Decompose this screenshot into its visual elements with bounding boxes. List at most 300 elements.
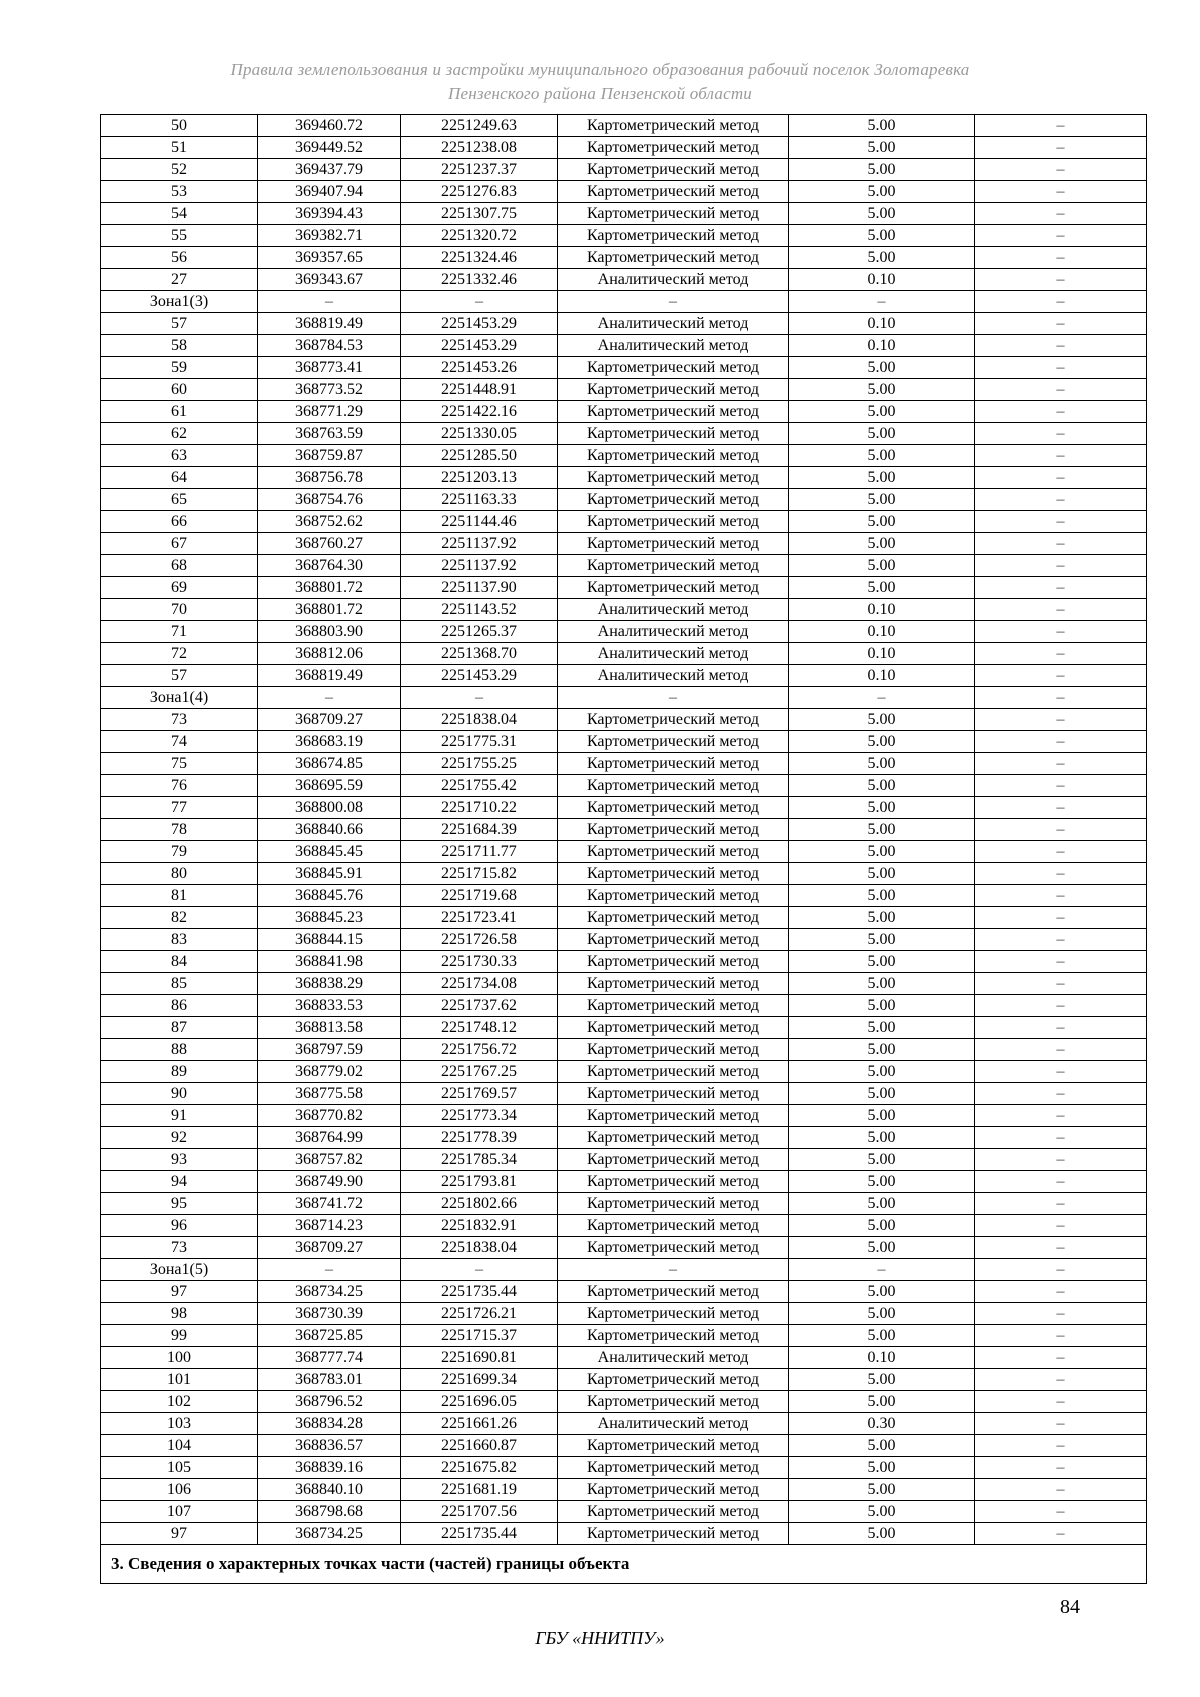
method-cell: Картометрический метод: [558, 1171, 789, 1193]
table-row: [101, 555, 1147, 577]
method-cell: –: [558, 291, 789, 313]
description-cell: –: [975, 1435, 1147, 1457]
method-cell: –: [558, 1259, 789, 1281]
method-cell: Картометрический метод: [558, 753, 789, 775]
point-number-cell: 93: [101, 1149, 258, 1171]
description-cell: –: [975, 863, 1147, 885]
y-coordinate-cell: 2251684.39: [401, 819, 558, 841]
description-cell: –: [975, 291, 1147, 313]
y-coordinate-cell: 2251453.29: [401, 335, 558, 357]
accuracy-cell: 0.30: [789, 1413, 975, 1435]
accuracy-cell: –: [789, 291, 975, 313]
method-cell: Картометрический метод: [558, 1237, 789, 1259]
x-coordinate-cell: 368773.41: [258, 357, 401, 379]
method-cell: Картометрический метод: [558, 445, 789, 467]
method-cell: Картометрический метод: [558, 401, 789, 423]
y-coordinate-cell: 2251793.81: [401, 1171, 558, 1193]
x-coordinate-cell: 368845.76: [258, 885, 401, 907]
table-row: [101, 1325, 1147, 1347]
accuracy-cell: 5.00: [789, 137, 975, 159]
zone-row: [101, 291, 1147, 313]
y-coordinate-cell: 2251711.77: [401, 841, 558, 863]
point-number-cell: 107: [101, 1501, 258, 1523]
point-number-cell: 67: [101, 533, 258, 555]
table-row: [101, 599, 1147, 621]
point-number-cell: 71: [101, 621, 258, 643]
accuracy-cell: 5.00: [789, 1281, 975, 1303]
accuracy-cell: 5.00: [789, 1083, 975, 1105]
y-coordinate-cell: 2251448.91: [401, 379, 558, 401]
x-coordinate-cell: 368845.45: [258, 841, 401, 863]
x-coordinate-cell: 369460.72: [258, 115, 401, 137]
x-coordinate-cell: 368764.99: [258, 1127, 401, 1149]
table-row: [101, 1369, 1147, 1391]
method-cell: Картометрический метод: [558, 115, 789, 137]
description-cell: –: [975, 379, 1147, 401]
description-cell: –: [975, 137, 1147, 159]
description-cell: –: [975, 1171, 1147, 1193]
description-cell: –: [975, 665, 1147, 687]
x-coordinate-cell: 368801.72: [258, 577, 401, 599]
description-cell: –: [975, 753, 1147, 775]
method-cell: Картометрический метод: [558, 225, 789, 247]
x-coordinate-cell: 368840.10: [258, 1479, 401, 1501]
point-number-cell: 27: [101, 269, 258, 291]
table-row: [101, 1215, 1147, 1237]
point-number-cell: 78: [101, 819, 258, 841]
point-number-cell: 74: [101, 731, 258, 753]
method-cell: Картометрический метод: [558, 203, 789, 225]
accuracy-cell: 5.00: [789, 907, 975, 929]
accuracy-cell: 5.00: [789, 445, 975, 467]
description-cell: –: [975, 313, 1147, 335]
table-row: [101, 1457, 1147, 1479]
y-coordinate-cell: 2251661.26: [401, 1413, 558, 1435]
x-coordinate-cell: 368797.59: [258, 1039, 401, 1061]
table-row: [101, 379, 1147, 401]
point-number-cell: 85: [101, 973, 258, 995]
accuracy-cell: 5.00: [789, 929, 975, 951]
method-cell: Картометрический метод: [558, 1039, 789, 1061]
table-row: [101, 335, 1147, 357]
x-coordinate-cell: 368841.98: [258, 951, 401, 973]
y-coordinate-cell: 2251163.33: [401, 489, 558, 511]
x-coordinate-cell: 368759.87: [258, 445, 401, 467]
accuracy-cell: 5.00: [789, 1061, 975, 1083]
description-cell: –: [975, 775, 1147, 797]
y-coordinate-cell: 2251453.29: [401, 665, 558, 687]
point-number-cell: 64: [101, 467, 258, 489]
point-number-cell: 96: [101, 1215, 258, 1237]
method-cell: Картометрический метод: [558, 775, 789, 797]
x-coordinate-cell: 369343.67: [258, 269, 401, 291]
method-cell: Аналитический метод: [558, 643, 789, 665]
point-number-cell: 89: [101, 1061, 258, 1083]
y-coordinate-cell: 2251735.44: [401, 1281, 558, 1303]
x-coordinate-cell: 368840.66: [258, 819, 401, 841]
x-coordinate-cell: 368695.59: [258, 775, 401, 797]
table-row: [101, 1193, 1147, 1215]
point-number-cell: 59: [101, 357, 258, 379]
x-coordinate-cell: 368819.49: [258, 313, 401, 335]
table-row: [101, 181, 1147, 203]
y-coordinate-cell: 2251726.21: [401, 1303, 558, 1325]
point-number-cell: 69: [101, 577, 258, 599]
point-number-cell: 104: [101, 1435, 258, 1457]
accuracy-cell: 5.00: [789, 885, 975, 907]
method-cell: Картометрический метод: [558, 357, 789, 379]
accuracy-cell: 0.10: [789, 599, 975, 621]
description-cell: –: [975, 1391, 1147, 1413]
point-number-cell: 103: [101, 1413, 258, 1435]
accuracy-cell: 5.00: [789, 181, 975, 203]
page-number: 84: [1060, 1596, 1080, 1618]
document-header: [0, 58, 1200, 106]
point-number-cell: 102: [101, 1391, 258, 1413]
accuracy-cell: 0.10: [789, 269, 975, 291]
x-coordinate-cell: 368754.76: [258, 489, 401, 511]
method-cell: Аналитический метод: [558, 1413, 789, 1435]
table-row: [101, 1171, 1147, 1193]
accuracy-cell: 5.00: [789, 225, 975, 247]
description-cell: –: [975, 1105, 1147, 1127]
method-cell: Картометрический метод: [558, 819, 789, 841]
x-coordinate-cell: 368725.85: [258, 1325, 401, 1347]
x-coordinate-cell: 368756.78: [258, 467, 401, 489]
point-number-cell: 73: [101, 709, 258, 731]
x-coordinate-cell: 368796.52: [258, 1391, 401, 1413]
y-coordinate-cell: 2251707.56: [401, 1501, 558, 1523]
table-row: [101, 269, 1147, 291]
table-row: [101, 1105, 1147, 1127]
table-row: [101, 1149, 1147, 1171]
coordinates-table-wrapper: [100, 114, 1146, 1584]
table-row: [101, 643, 1147, 665]
method-cell: Картометрический метод: [558, 1369, 789, 1391]
point-number-cell: 58: [101, 335, 258, 357]
accuracy-cell: 5.00: [789, 1193, 975, 1215]
y-coordinate-cell: 2251778.39: [401, 1127, 558, 1149]
y-coordinate-cell: 2251735.44: [401, 1523, 558, 1545]
point-number-cell: 82: [101, 907, 258, 929]
point-number-cell: 53: [101, 181, 258, 203]
x-coordinate-cell: 368779.02: [258, 1061, 401, 1083]
method-cell: –: [558, 687, 789, 709]
header-line-1: Правила землепользования и застройки муниципального образования рабочий поселок Золотаревка: [230, 60, 970, 79]
y-coordinate-cell: 2251332.46: [401, 269, 558, 291]
y-coordinate-cell: 2251675.82: [401, 1457, 558, 1479]
accuracy-cell: 5.00: [789, 709, 975, 731]
x-coordinate-cell: 369449.52: [258, 137, 401, 159]
y-coordinate-cell: 2251203.13: [401, 467, 558, 489]
y-coordinate-cell: 2251769.57: [401, 1083, 558, 1105]
x-coordinate-cell: 368752.62: [258, 511, 401, 533]
x-coordinate-cell: 368777.74: [258, 1347, 401, 1369]
table-row: [101, 885, 1147, 907]
y-coordinate-cell: –: [401, 291, 558, 313]
accuracy-cell: 5.00: [789, 1105, 975, 1127]
method-cell: Аналитический метод: [558, 269, 789, 291]
method-cell: Картометрический метод: [558, 137, 789, 159]
description-cell: –: [975, 555, 1147, 577]
accuracy-cell: 0.10: [789, 313, 975, 335]
point-number-cell: Зона1(5): [101, 1259, 258, 1281]
accuracy-cell: 0.10: [789, 665, 975, 687]
point-number-cell: 91: [101, 1105, 258, 1127]
description-cell: –: [975, 1237, 1147, 1259]
y-coordinate-cell: 2251137.90: [401, 577, 558, 599]
y-coordinate-cell: 2251320.72: [401, 225, 558, 247]
x-coordinate-cell: 368709.27: [258, 709, 401, 731]
y-coordinate-cell: 2251285.50: [401, 445, 558, 467]
point-number-cell: 84: [101, 951, 258, 973]
method-cell: Картометрический метод: [558, 1281, 789, 1303]
description-cell: –: [975, 643, 1147, 665]
x-coordinate-cell: 368844.15: [258, 929, 401, 951]
method-cell: Картометрический метод: [558, 1501, 789, 1523]
description-cell: –: [975, 445, 1147, 467]
y-coordinate-cell: –: [401, 687, 558, 709]
description-cell: –: [975, 687, 1147, 709]
method-cell: Картометрический метод: [558, 885, 789, 907]
description-cell: –: [975, 1303, 1147, 1325]
y-coordinate-cell: 2251453.26: [401, 357, 558, 379]
y-coordinate-cell: 2251767.25: [401, 1061, 558, 1083]
table-row: [101, 1017, 1147, 1039]
y-coordinate-cell: 2251838.04: [401, 1237, 558, 1259]
point-number-cell: 57: [101, 313, 258, 335]
y-coordinate-cell: 2251690.81: [401, 1347, 558, 1369]
y-coordinate-cell: 2251696.05: [401, 1391, 558, 1413]
x-coordinate-cell: 368833.53: [258, 995, 401, 1017]
method-cell: Картометрический метод: [558, 797, 789, 819]
point-number-cell: 80: [101, 863, 258, 885]
accuracy-cell: 5.00: [789, 1391, 975, 1413]
y-coordinate-cell: 2251368.70: [401, 643, 558, 665]
x-coordinate-cell: 368757.82: [258, 1149, 401, 1171]
y-coordinate-cell: 2251660.87: [401, 1435, 558, 1457]
accuracy-cell: 5.00: [789, 1237, 975, 1259]
method-cell: Картометрический метод: [558, 1523, 789, 1545]
description-cell: –: [975, 885, 1147, 907]
y-coordinate-cell: 2251773.34: [401, 1105, 558, 1127]
y-coordinate-cell: 2251144.46: [401, 511, 558, 533]
table-row: [101, 357, 1147, 379]
point-number-cell: 70: [101, 599, 258, 621]
x-coordinate-cell: 368709.27: [258, 1237, 401, 1259]
method-cell: Картометрический метод: [558, 1061, 789, 1083]
method-cell: Картометрический метод: [558, 533, 789, 555]
accuracy-cell: 5.00: [789, 1435, 975, 1457]
point-number-cell: 92: [101, 1127, 258, 1149]
accuracy-cell: 5.00: [789, 1501, 975, 1523]
method-cell: Картометрический метод: [558, 973, 789, 995]
x-coordinate-cell: 369407.94: [258, 181, 401, 203]
x-coordinate-cell: 368764.30: [258, 555, 401, 577]
accuracy-cell: 5.00: [789, 1479, 975, 1501]
accuracy-cell: 5.00: [789, 1523, 975, 1545]
y-coordinate-cell: 2251238.08: [401, 137, 558, 159]
accuracy-cell: 5.00: [789, 511, 975, 533]
x-coordinate-cell: 368784.53: [258, 335, 401, 357]
x-coordinate-cell: 368674.85: [258, 753, 401, 775]
method-cell: Аналитический метод: [558, 621, 789, 643]
point-number-cell: Зона1(4): [101, 687, 258, 709]
table-row: [101, 621, 1147, 643]
x-coordinate-cell: –: [258, 1259, 401, 1281]
description-cell: –: [975, 1523, 1147, 1545]
point-number-cell: 73: [101, 1237, 258, 1259]
description-cell: –: [975, 1479, 1147, 1501]
description-cell: –: [975, 841, 1147, 863]
y-coordinate-cell: 2251775.31: [401, 731, 558, 753]
point-number-cell: 72: [101, 643, 258, 665]
description-cell: –: [975, 1347, 1147, 1369]
table-row: [101, 1303, 1147, 1325]
table-row: [101, 819, 1147, 841]
table-row: [101, 159, 1147, 181]
accuracy-cell: 5.00: [789, 247, 975, 269]
table-row: [101, 489, 1147, 511]
point-number-cell: 76: [101, 775, 258, 797]
accuracy-cell: 5.00: [789, 1369, 975, 1391]
method-cell: Картометрический метод: [558, 731, 789, 753]
table-row: [101, 511, 1147, 533]
accuracy-cell: 5.00: [789, 951, 975, 973]
method-cell: Аналитический метод: [558, 1347, 789, 1369]
method-cell: Картометрический метод: [558, 1127, 789, 1149]
x-coordinate-cell: 368760.27: [258, 533, 401, 555]
description-cell: –: [975, 159, 1147, 181]
description-cell: –: [975, 1083, 1147, 1105]
description-cell: –: [975, 1149, 1147, 1171]
x-coordinate-cell: 368834.28: [258, 1413, 401, 1435]
accuracy-cell: 5.00: [789, 467, 975, 489]
table-row: [101, 401, 1147, 423]
section-title: 3. Сведения о характерных точках части (частей) границы объекта: [101, 1545, 1147, 1584]
table-row: [101, 863, 1147, 885]
x-coordinate-cell: 368819.49: [258, 665, 401, 687]
description-cell: –: [975, 1039, 1147, 1061]
method-cell: Картометрический метод: [558, 1105, 789, 1127]
method-cell: Аналитический метод: [558, 335, 789, 357]
point-number-cell: 83: [101, 929, 258, 951]
method-cell: Аналитический метод: [558, 665, 789, 687]
point-number-cell: 88: [101, 1039, 258, 1061]
table-row: [101, 1435, 1147, 1457]
method-cell: Картометрический метод: [558, 907, 789, 929]
y-coordinate-cell: 2251715.37: [401, 1325, 558, 1347]
method-cell: Картометрический метод: [558, 1149, 789, 1171]
y-coordinate-cell: 2251755.42: [401, 775, 558, 797]
y-coordinate-cell: 2251265.37: [401, 621, 558, 643]
accuracy-cell: 5.00: [789, 555, 975, 577]
x-coordinate-cell: 368749.90: [258, 1171, 401, 1193]
point-number-cell: 77: [101, 797, 258, 819]
coordinates-table: [100, 114, 1147, 1584]
document-footer: ГБУ «ННИТПУ»: [535, 1628, 665, 1648]
method-cell: Картометрический метод: [558, 1215, 789, 1237]
accuracy-cell: 5.00: [789, 841, 975, 863]
section-row: [101, 1545, 1147, 1584]
method-cell: Картометрический метод: [558, 1479, 789, 1501]
method-cell: Картометрический метод: [558, 555, 789, 577]
point-number-cell: 66: [101, 511, 258, 533]
accuracy-cell: –: [789, 1259, 975, 1281]
point-number-cell: 86: [101, 995, 258, 1017]
table-row: [101, 1281, 1147, 1303]
description-cell: –: [975, 203, 1147, 225]
method-cell: Картометрический метод: [558, 379, 789, 401]
x-coordinate-cell: 368836.57: [258, 1435, 401, 1457]
table-row: [101, 423, 1147, 445]
method-cell: Картометрический метод: [558, 709, 789, 731]
x-coordinate-cell: 368775.58: [258, 1083, 401, 1105]
accuracy-cell: 0.10: [789, 335, 975, 357]
accuracy-cell: 5.00: [789, 1149, 975, 1171]
accuracy-cell: 5.00: [789, 577, 975, 599]
point-number-cell: 65: [101, 489, 258, 511]
point-number-cell: 105: [101, 1457, 258, 1479]
point-number-cell: 94: [101, 1171, 258, 1193]
y-coordinate-cell: 2251737.62: [401, 995, 558, 1017]
table-row: [101, 753, 1147, 775]
description-cell: –: [975, 115, 1147, 137]
accuracy-cell: 5.00: [789, 753, 975, 775]
y-coordinate-cell: 2251330.05: [401, 423, 558, 445]
table-row: [101, 1501, 1147, 1523]
point-number-cell: 75: [101, 753, 258, 775]
description-cell: –: [975, 731, 1147, 753]
zone-row: [101, 687, 1147, 709]
table-row: [101, 665, 1147, 687]
table-row: [101, 995, 1147, 1017]
point-number-cell: 55: [101, 225, 258, 247]
y-coordinate-cell: 2251785.34: [401, 1149, 558, 1171]
point-number-cell: 56: [101, 247, 258, 269]
x-coordinate-cell: –: [258, 291, 401, 313]
description-cell: –: [975, 423, 1147, 445]
accuracy-cell: 5.00: [789, 1171, 975, 1193]
table-row: [101, 951, 1147, 973]
y-coordinate-cell: 2251307.75: [401, 203, 558, 225]
method-cell: Картометрический метод: [558, 423, 789, 445]
table-row: [101, 1347, 1147, 1369]
table-row: [101, 1083, 1147, 1105]
accuracy-cell: 5.00: [789, 1017, 975, 1039]
description-cell: –: [975, 973, 1147, 995]
x-coordinate-cell: 368771.29: [258, 401, 401, 423]
y-coordinate-cell: 2251748.12: [401, 1017, 558, 1039]
y-coordinate-cell: 2251237.37: [401, 159, 558, 181]
y-coordinate-cell: 2251755.25: [401, 753, 558, 775]
x-coordinate-cell: 369437.79: [258, 159, 401, 181]
accuracy-cell: 5.00: [789, 203, 975, 225]
description-cell: –: [975, 907, 1147, 929]
x-coordinate-cell: 368812.06: [258, 643, 401, 665]
accuracy-cell: 5.00: [789, 357, 975, 379]
method-cell: Картометрический метод: [558, 1017, 789, 1039]
description-cell: –: [975, 533, 1147, 555]
description-cell: –: [975, 599, 1147, 621]
description-cell: –: [975, 467, 1147, 489]
description-cell: –: [975, 357, 1147, 379]
y-coordinate-cell: 2251802.66: [401, 1193, 558, 1215]
point-number-cell: 60: [101, 379, 258, 401]
x-coordinate-cell: 368845.91: [258, 863, 401, 885]
y-coordinate-cell: 2251453.29: [401, 313, 558, 335]
accuracy-cell: 5.00: [789, 819, 975, 841]
